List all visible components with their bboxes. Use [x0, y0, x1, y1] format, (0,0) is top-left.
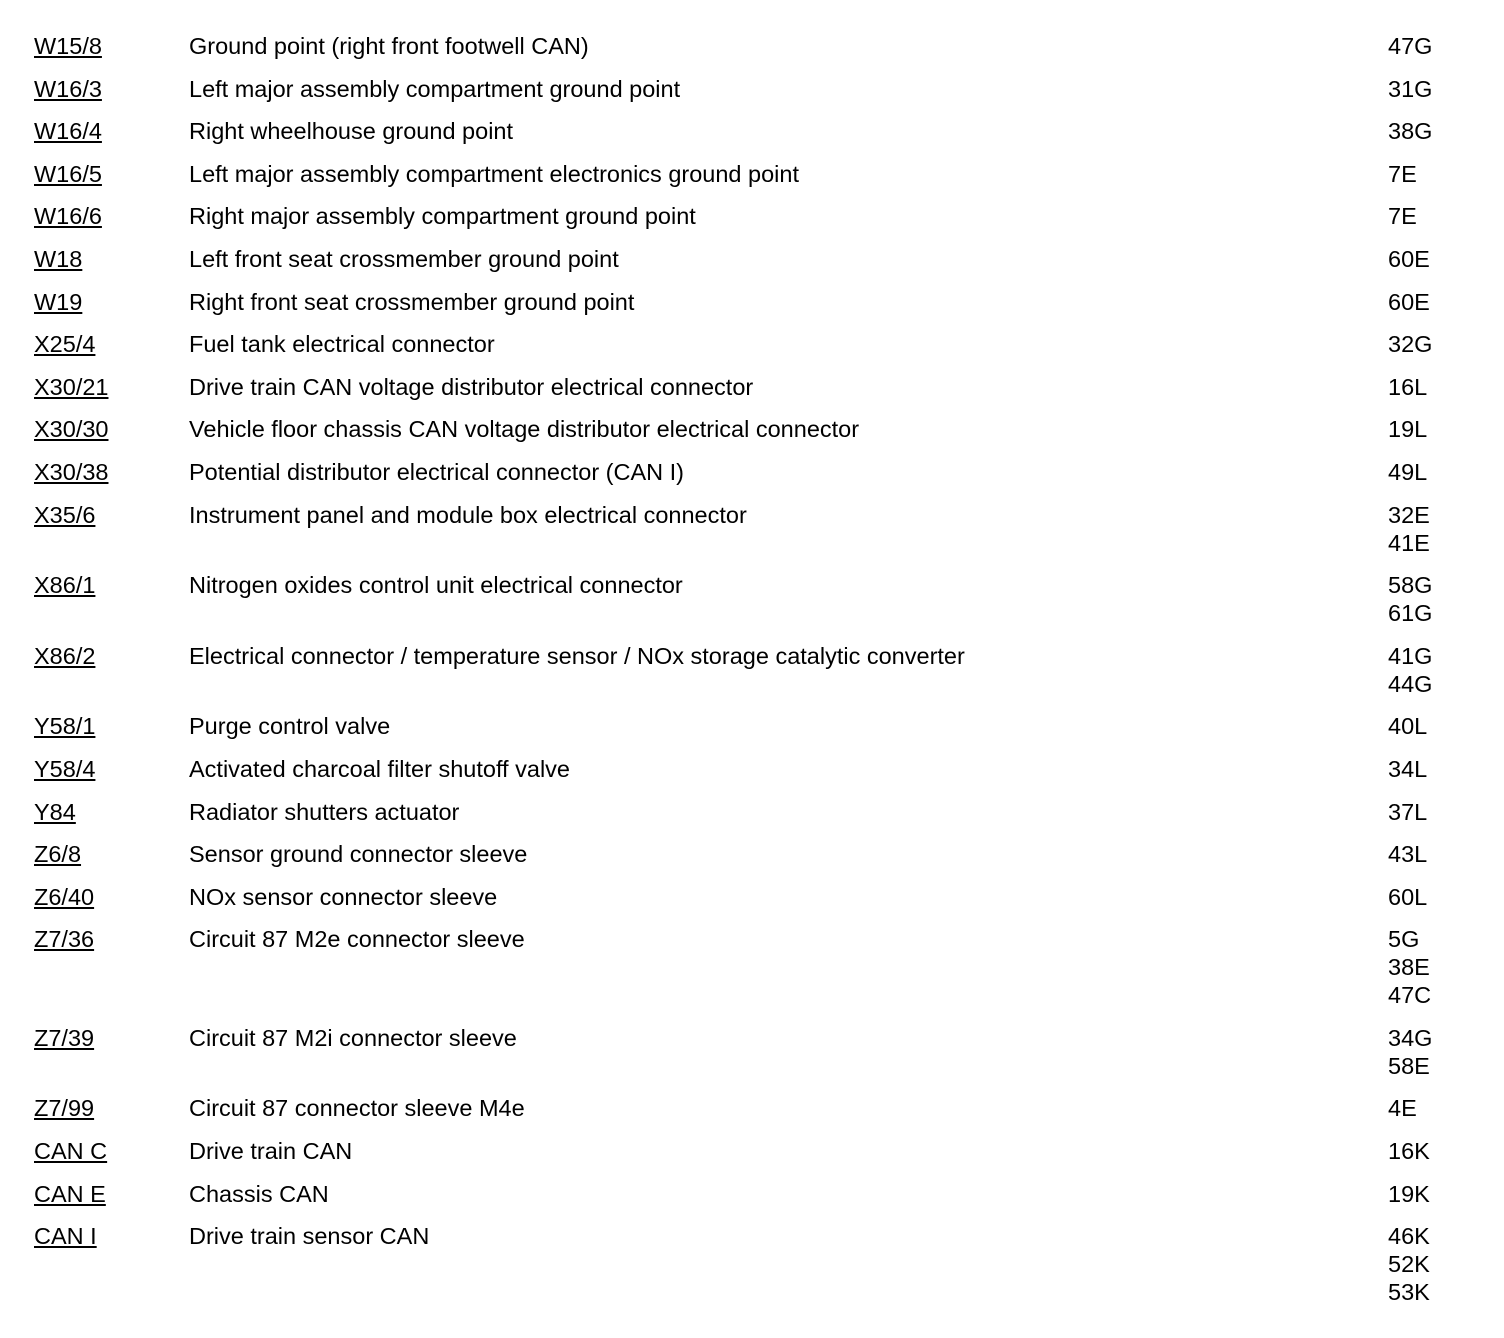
component-code-link[interactable]: X30/21 — [34, 373, 109, 400]
component-description: Drive train CAN voltage distributor electrical connector — [189, 373, 754, 400]
component-description: Right major assembly compartment ground point — [189, 203, 696, 230]
grid-location: 31G — [1388, 75, 1433, 102]
grid-location: 7E — [1388, 203, 1417, 230]
component-description: Fuel tank electrical connector — [189, 331, 495, 358]
grid-locations — [1388, 415, 1427, 443]
grid-location: 47C — [1388, 982, 1432, 1009]
legend-row — [0, 712, 1504, 755]
legend-row — [0, 755, 1504, 798]
grid-location: 61G — [1388, 600, 1433, 627]
component-description: Chassis CAN — [189, 1180, 329, 1207]
component-code-link[interactable]: X35/6 — [34, 501, 96, 528]
component-code-link[interactable]: CAN E — [34, 1180, 106, 1207]
grid-locations — [1388, 288, 1430, 316]
grid-locations — [1388, 883, 1427, 911]
legend-row — [0, 245, 1504, 288]
component-code-link[interactable]: X25/4 — [34, 331, 96, 358]
component-description: Purge control valve — [189, 713, 391, 740]
legend-row — [0, 925, 1504, 1024]
grid-location: 34G — [1388, 1024, 1433, 1051]
grid-locations — [1388, 501, 1430, 557]
grid-locations — [1388, 571, 1432, 627]
legend-row — [0, 373, 1504, 416]
component-code-link[interactable]: CAN I — [34, 1223, 97, 1250]
grid-location: 32E — [1388, 501, 1430, 528]
legend-row — [0, 202, 1504, 245]
grid-location: 4E — [1388, 1095, 1417, 1122]
grid-locations — [1388, 1222, 1430, 1306]
grid-locations — [1388, 117, 1432, 145]
component-description: Circuit 87 M2e connector sleeve — [189, 926, 525, 953]
component-code-link[interactable]: X86/2 — [34, 642, 96, 669]
grid-locations — [1388, 330, 1432, 358]
component-description: Left major assembly compartment electronics ground point — [189, 160, 799, 187]
component-code-link[interactable]: Z7/39 — [34, 1024, 95, 1051]
component-code-link[interactable]: W18 — [34, 245, 83, 272]
grid-location: 41G — [1388, 642, 1433, 669]
component-code-link[interactable]: Z7/99 — [34, 1095, 95, 1122]
grid-locations — [1388, 160, 1417, 188]
component-description: Circuit 87 M2i connector sleeve — [189, 1024, 517, 1051]
grid-location: 46K — [1388, 1223, 1430, 1250]
component-code-link[interactable]: W16/4 — [34, 118, 102, 145]
grid-locations — [1388, 798, 1427, 826]
component-description: Right front seat crossmember ground point — [189, 288, 635, 315]
grid-locations — [1388, 925, 1431, 1009]
component-description: Vehicle floor chassis CAN voltage distributor electrical connector — [189, 416, 860, 443]
component-code-link[interactable]: Z6/40 — [34, 883, 95, 910]
grid-location: 47G — [1388, 33, 1433, 59]
grid-location: 16L — [1388, 373, 1428, 400]
legend-row — [0, 883, 1504, 926]
grid-location: 44G — [1388, 670, 1433, 697]
grid-location: 34L — [1388, 755, 1428, 782]
grid-location: 19L — [1388, 416, 1428, 443]
component-code-link[interactable]: Y84 — [34, 798, 76, 825]
grid-locations — [1388, 1137, 1430, 1165]
component-description: Activated charcoal filter shutoff valve — [189, 755, 570, 782]
grid-location: 60L — [1388, 883, 1428, 910]
grid-location: 16K — [1388, 1138, 1430, 1165]
grid-location: 60E — [1388, 288, 1430, 315]
component-description: Potential distributor electrical connector (CAN I) — [189, 458, 685, 485]
grid-locations — [1388, 1094, 1417, 1122]
component-description: Left front seat crossmember ground point — [189, 245, 619, 272]
grid-location: 38G — [1388, 118, 1433, 145]
legend-row — [0, 117, 1504, 160]
grid-locations — [1388, 202, 1417, 230]
legend-row — [0, 798, 1504, 841]
component-code-link[interactable]: W16/6 — [34, 203, 102, 230]
legend-row — [0, 415, 1504, 458]
grid-location: 5G — [1388, 926, 1420, 953]
legend-row — [0, 160, 1504, 203]
component-code-link[interactable]: Z6/8 — [34, 841, 82, 868]
grid-locations — [1388, 1024, 1432, 1080]
component-description: Circuit 87 connector sleeve M4e — [189, 1095, 525, 1122]
component-description: NOx sensor connector sleeve — [189, 883, 498, 910]
component-description: Ground point (right front footwell CAN) — [189, 33, 589, 59]
component-description: Left major assembly compartment ground point — [189, 75, 681, 102]
grid-location: 43L — [1388, 841, 1428, 868]
component-description: Radiator shutters actuator — [189, 798, 460, 825]
legend-row — [0, 32, 1504, 75]
grid-locations — [1388, 75, 1432, 103]
grid-location: 38E — [1388, 954, 1430, 981]
grid-location: 32G — [1388, 331, 1433, 358]
grid-locations — [1388, 1180, 1430, 1208]
grid-locations — [1388, 712, 1427, 740]
legend-row — [0, 840, 1504, 883]
grid-locations — [1388, 245, 1430, 273]
legend-row — [0, 501, 1504, 572]
component-description: Drive train CAN — [189, 1138, 353, 1165]
component-code-link[interactable]: Y58/1 — [34, 713, 96, 740]
grid-location: 60E — [1388, 245, 1430, 272]
component-description: Nitrogen oxides control unit electrical connector — [189, 572, 683, 599]
grid-location: 49L — [1388, 458, 1428, 485]
component-code-link[interactable]: W16/5 — [34, 160, 102, 187]
legend-row — [0, 1024, 1504, 1095]
grid-locations — [1388, 458, 1427, 486]
component-description: Sensor ground connector sleeve — [189, 841, 528, 868]
legend-row — [0, 75, 1504, 118]
legend-row — [0, 330, 1504, 373]
component-code-link[interactable]: X30/30 — [34, 416, 109, 443]
grid-locations — [1388, 755, 1427, 783]
legend-row — [0, 642, 1504, 713]
grid-location: 41E — [1388, 529, 1430, 556]
component-code-link[interactable]: Y58/4 — [34, 755, 96, 782]
component-description: Instrument panel and module box electrical connector — [189, 501, 747, 528]
legend-row — [0, 1222, 1504, 1321]
grid-location: 58G — [1388, 572, 1433, 599]
legend-row — [0, 1180, 1504, 1223]
component-code-link[interactable]: W15/8 — [34, 33, 102, 59]
grid-locations — [1388, 840, 1427, 868]
grid-location: 7E — [1388, 160, 1417, 187]
legend-row — [0, 1094, 1504, 1137]
legend-row — [0, 1137, 1504, 1180]
component-code-link[interactable]: CAN C — [34, 1138, 108, 1165]
component-code-link[interactable]: W16/3 — [34, 75, 102, 102]
component-description: Electrical connector / temperature sensor / NOx storage catalytic converter — [189, 642, 965, 669]
grid-location: 52K — [1388, 1251, 1430, 1278]
component-description: Right wheelhouse ground point — [189, 118, 514, 145]
component-code-link[interactable]: X30/38 — [34, 458, 109, 485]
grid-locations — [1388, 373, 1427, 401]
legend-row — [0, 571, 1504, 642]
grid-location: 37L — [1388, 798, 1428, 825]
legend-row — [0, 288, 1504, 331]
grid-locations — [1388, 32, 1432, 60]
grid-location: 40L — [1388, 713, 1428, 740]
legend-row — [0, 458, 1504, 501]
component-description: Drive train sensor CAN — [189, 1223, 430, 1250]
component-code-link[interactable]: X86/1 — [34, 572, 96, 599]
grid-locations — [1388, 642, 1432, 698]
component-code-link[interactable]: Z7/36 — [34, 926, 95, 953]
grid-location: 53K — [1388, 1279, 1430, 1306]
component-code-link[interactable]: W19 — [34, 288, 83, 315]
grid-location: 19K — [1388, 1180, 1430, 1207]
grid-location: 58E — [1388, 1052, 1430, 1079]
